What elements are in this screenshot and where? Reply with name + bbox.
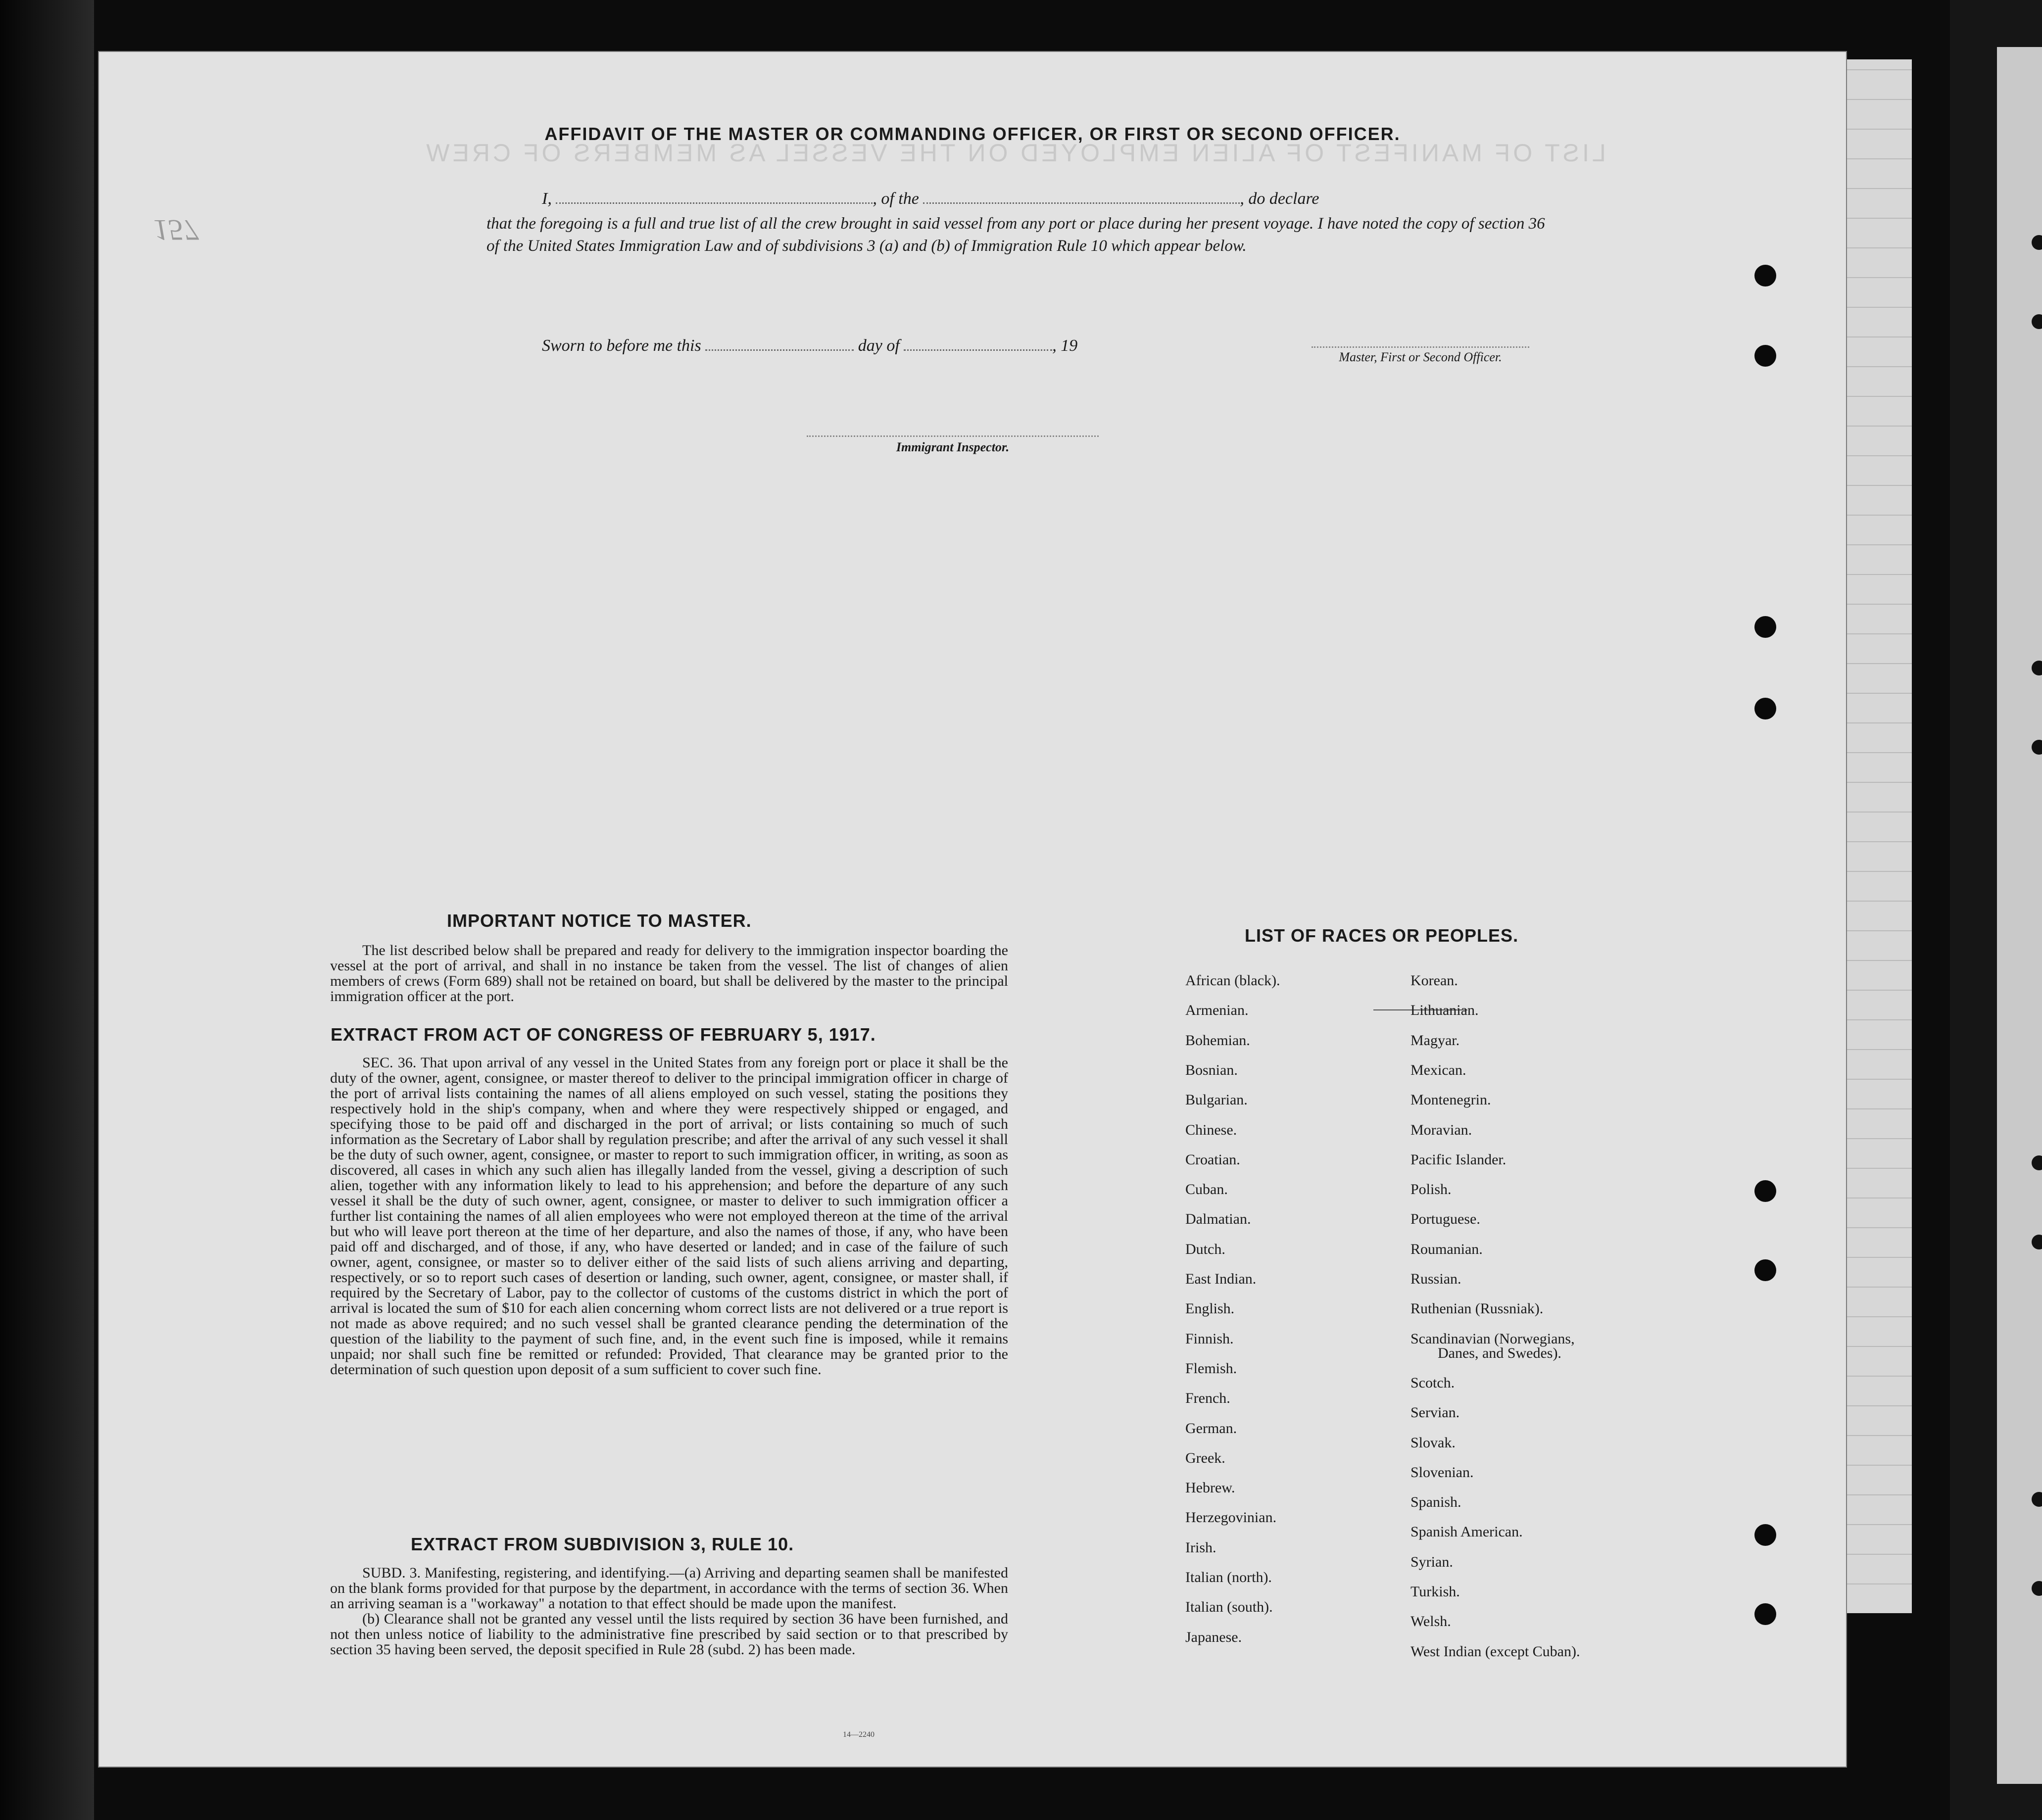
signature-label: Master, First or Second Officer. [1312,346,1529,365]
race-item: Polish. [1410,1181,1452,1198]
name-field[interactable] [556,202,873,204]
punch-hole [1754,1603,1776,1625]
adjacent-page-edge [1997,47,2042,1784]
sworn-line [542,336,1077,355]
punch-hole [1754,265,1776,287]
race-item: Magyar. [1410,1032,1460,1049]
punch-hole [1754,616,1776,638]
race-item: West Indian (except Cuban). [1410,1643,1580,1660]
punch-hole [2032,314,2042,329]
race-item: Herzegovinian. [1185,1509,1277,1526]
race-item: Danes, and Swedes). [1438,1344,1561,1361]
race-item: Greek. [1185,1449,1225,1466]
affidavit-body: that the foregoing is a full and true list of all the crew brought in said vessel from any port or place during her present voyage. I have noted the copy of section 36 of the United States Immigration Law and of subdivisions 3 (a) and (b) of Immigration Rule 10 which appear below. [486,215,1545,255]
race-item: French. [1185,1390,1230,1407]
race-item: Italian (north). [1185,1569,1272,1585]
rule-text: SUBD. 3. Manifesting, registering, and identifying.—(a) Arriving and departing seamen shall be manifested on the blank forms provided for that purpose by the department, in accordance with the terms of section 36. When an arriving seaman is a "workaway" a notation to that effect should be made upon the manifest. (b) Clearance shall not be granted any vessel until the lists required by section 36 have been furnished, and not then unless notice of liability to the administrative fine prescribed by said section or to that prescribed by section 35 having been served, the deposit specified in Rule 28 (subd. 2) has been made. [330,1565,1008,1658]
punch-hole [2032,1155,2042,1170]
race-item: Spanish American. [1410,1524,1523,1540]
punch-hole [1754,1259,1776,1281]
race-item: Bulgarian. [1185,1092,1248,1108]
race-item: Servian. [1410,1404,1460,1421]
race-item: Scotch. [1410,1374,1455,1391]
punch-hole [1754,345,1776,367]
bleed-through-text: LIST OF MANIFEST OF ALIEN EMPLOYED ON THE VESSEL AS MEMBERS OF CREW [423,139,1606,167]
race-item: Portuguese. [1410,1211,1480,1228]
declare-label: , do declare [1240,190,1319,208]
sworn-label: Sworn to before me this [542,336,701,355]
race-item: Lithuanian. [1410,1002,1479,1019]
race-item: Korean. [1410,972,1458,989]
race-item: Dalmatian. [1185,1211,1251,1228]
punch-hole [2032,1581,2042,1596]
vessel-field[interactable] [923,202,1240,204]
inspector-label: Immigrant Inspector. [807,435,1099,455]
act-text: SEC. 36. That upon arrival of any vessel in the United States from any foreign port or place it shall be the duty of the owner, agent, consignee, or master thereof to deliver to the principal immigration officer in charge of the port of arrival lists containing the names of all aliens employed on such vessel, stating the positions they respectively hold in the ship's company, when and where they were respectively shipped or engaged, and specifying those to be paid off and discharged in the port of arrival; or lists containing so much of such information as the Secretary of Labor shall by regulation prescribe; and after the arrival of any such vessel it shall be the duty of such owner, agent, consignee, or master to report to such immigration officer, in writing, as soon as discovered, all cases in which any such alien has illegally landed from the vessel, giving a description of such alien, together with any information likely to lead to his apprehension; and before the departure of any such vessel it shall be the duty of such owner, agent, consignee, or master to deliver to such immigration officer a further list containing the names of all alien employees who were not employed thereon at the time of the arrival but who will leave port thereon at the time of her departure, and also the names of those, if any, who have been paid off and discharged, and of those, if any, who have deserted or landed; and in case of the failure of such owner, agent, consignee, or master so to deliver either of the said lists of such aliens arriving and departing, respectively, or so to report such cases of desertion or landing, such owner, agent, consignee, or master shall, if required by the Secretary of Labor, pay to the collector of customs of the customs district in which the port of arrival is located the sum of $10 for each alien concerning whom correct lists are not delivered or a true report is not made as above required; and no such vessel shall be granted clearance pending the determination of the question of the liability to the payment of such fine, and, in the event such fine is imposed, while it remains unpaid; nor shall such fine be remitted or refunded: Provided, That clearance may be granted prior to the determination of such question upon deposit of a sum sufficient to cover such fine. [330,1054,1008,1378]
race-item: Scandinavian (Norwegians, [1410,1330,1575,1347]
page-number: 157 [153,214,198,246]
year-label: , 19 [1052,336,1078,355]
race-item: African (black). [1185,972,1280,989]
race-item: Roumanian. [1410,1241,1483,1257]
race-item: Chinese. [1185,1121,1237,1138]
scan-border-left [0,0,94,1820]
month-field[interactable] [904,349,1052,351]
notice-heading: IMPORTANT NOTICE TO MASTER. [447,910,752,931]
punch-hole [2032,661,2042,675]
race-item: Cuban. [1185,1181,1228,1198]
race-item: Finnish. [1185,1330,1234,1347]
rule-heading: EXTRACT FROM SUBDIVISION 3, RULE 10. [411,1534,794,1554]
race-item: Syrian. [1410,1553,1453,1570]
punch-hole [2032,235,2042,250]
form-code: 14—2240 [843,1730,875,1739]
punch-hole [2032,1492,2042,1507]
race-item: Hebrew. [1185,1480,1235,1496]
race-item: Bohemian. [1185,1032,1250,1049]
affidavit-i-label: I, [542,190,552,208]
affidavit-title: AFFIDAVIT OF THE MASTER OR COMMANDING OFFICER, OR FIRST OR SECOND OFFICER. [544,124,1401,144]
race-item: Russian. [1410,1271,1461,1287]
race-item: Ruthenian (Russniak). [1410,1300,1544,1317]
notice-text: The list described below shall be prepared and ready for delivery to the immigration inspector boarding the vessel at the port of arrival, and shall in no instance be taken from the vessel. The list of changes of alien members of crews (Form 689) shall not be retained on board, but shall be delivered by the master to the principal immigration officer at the port. [330,942,1008,1005]
day-of-label: day of [858,336,900,355]
race-item: Armenian. [1185,1002,1249,1019]
day-field[interactable] [705,349,854,351]
race-item: Pacific Islander. [1410,1151,1507,1168]
race-item: Irish. [1185,1539,1216,1556]
race-item: Slovak. [1410,1434,1456,1451]
punch-hole [1754,698,1776,719]
document-page [99,52,1846,1767]
affidavit-line-1 [542,190,1319,208]
race-item: Turkish. [1410,1583,1460,1600]
race-item: Japanese. [1185,1628,1242,1645]
punch-hole [2032,740,2042,755]
race-item: Spanish. [1410,1494,1461,1511]
race-item: Croatian. [1185,1151,1240,1168]
race-item: English. [1185,1300,1235,1317]
race-item: German. [1185,1420,1237,1437]
race-item: Mexican. [1410,1061,1466,1078]
punch-hole [1754,1524,1776,1546]
race-item: Moravian. [1410,1121,1472,1138]
act-heading: EXTRACT FROM ACT OF CONGRESS OF FEBRUARY 5, 1917. [331,1024,876,1045]
race-item: Bosnian. [1185,1061,1238,1078]
race-item: Flemish. [1185,1360,1237,1377]
races-heading: LIST OF RACES OR PEOPLES. [1245,925,1519,946]
race-item: Dutch. [1185,1241,1225,1257]
race-item: East Indian. [1185,1271,1257,1287]
race-item: Italian (south). [1185,1599,1273,1616]
punch-hole [1754,1180,1776,1202]
of-the-label: , of the [873,190,919,208]
race-item: Montenegrin. [1410,1092,1491,1108]
race-item: Welsh. [1410,1613,1451,1630]
race-item: Slovenian. [1410,1464,1474,1481]
punch-hole [2032,1235,2042,1249]
